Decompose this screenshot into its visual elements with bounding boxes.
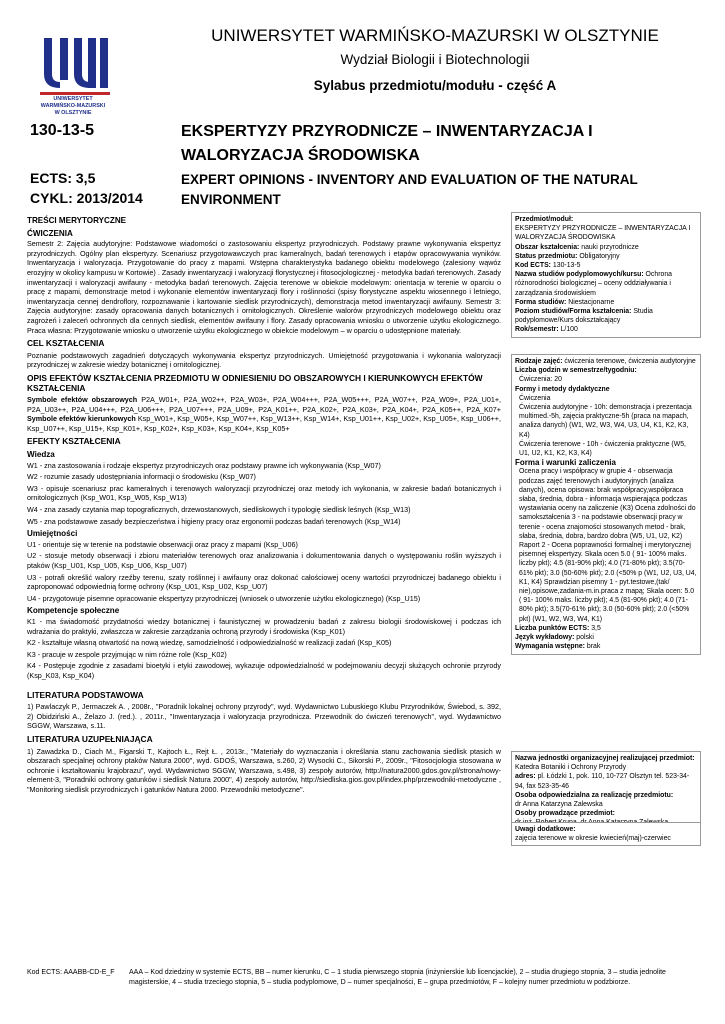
cwiczenia-heading: ĆWICZENIA [27,228,73,238]
wiedza-item: W3 - opisuje scenariusz prac kameralnych i terenowych waloryzacji przyrodniczej oraz metody ich wykonania, w zakresie badań botanicznych i ornitologicznych (Ksp_W01, Ksp_W05, Ksp_W13) [27,483,501,503]
liczba-value: Ćwiczenia: 20 [519,376,562,384]
wymagania-label: Wymagania wstępne: [515,643,585,651]
formy-item: Ćwiczenia terenowe - 10h - ćwiczenia praktyczne (W5, U1, U2, K1, K2, K3, K4) [519,440,686,458]
umiejetnosci-item: U4 - przygotowuje pisemne opracowanie ekspertyzy przyrodniczej (wniosek o utworzenie użytku ekologicznego) (Ksp_U15) [27,593,421,603]
wiedza-heading: Wiedza [27,450,55,460]
punktow-label: Liczba punktów ECTS: [515,624,590,632]
info-row: Forma studiów: Niestacjonarne [515,298,615,306]
opis-heading: OPIS EFEKTÓW KSZTAŁCENIA PRZEDMIOTU W ODNIESIENIU DO OBSZAROWYCH I KIERUNKOWYCH EFEKTÓW KSZTAŁCENIA [27,372,483,393]
jezyk-value: polski [574,634,594,642]
cel-text: Poznanie podstawowych zagadnień dotyczących wykonywania ekspertyz przyrodniczych. Umiejętność przygotowania i wykonania waloryzacji przyrodniczej w zakresie wiedzy botanicznej i ornitologicznej. [27,350,501,370]
nazwa-label: Nazwa jednostki organizacyjnej realizującej przedmiot: [515,755,695,762]
symbole-obszarowych [27,395,501,433]
uwagi-label: Uwagi dodatkowe: [515,826,576,833]
info-row: Status przedmiotu: Obligatoryjny [515,252,620,260]
tresci-heading: TREŚCI MERYTORYCZNE [27,216,127,225]
course-title-pl: EKSPERTYZY PRZYRODNICZE – INWENTARYZACJA I WALORYZACJA ŚRODOWISKA [181,123,593,164]
zaliczenia-label: Forma i warunki zaliczenia [515,458,616,468]
osoba-value: dr Anna Katarzyna Zalewska [515,801,603,809]
notes-box [511,822,701,846]
osoba-label: Osoba odpowiedzialna za realizację przedmiotu: [515,791,674,799]
adres-label: adres: [515,773,536,781]
lit-uzup-heading: LITERATURA UZUPEŁNIAJĄCA [27,733,153,744]
info-row: Kod ECTS: 130-13-5 [515,262,581,270]
efekty-heading: EFEKTY KSZTAŁCENIA [27,436,121,447]
umiejetnosci-item: U1 - orientuje się w terenie na podstawie obserwacji oraz pracy z mapami (Ksp_U06) [27,539,298,549]
rodzaje-label: Rodzaje zajęć: [515,358,563,365]
cwiczenia-text: Semestr 2: Zajęcia audytoryjne: Podstawowe wiadomości o zastosowaniu ekspertyz przyrodniczych. Podstawy prawne wykonywania ekspertyz przyrodniczych. Ogólny plan ekspertyzy. Scenariusz przygotowawczych prac kameralnych, badań terenowych i etapów opracowywania wyników. Inwentaryzacja i waloryzacja. Przygotowanie do pracy z mapami. Wstępna charakterystyka badanego obiektu modelowego (zalesiony wąwóz erozyjny w okolicy kampusu w Kortowie) . Zasady inwentaryzacji i waloryzacji florystycznej i fitosocjologicznej - metodyka badań terenowych. Zasady inwentaryzacji i waloryzacji awifauny - metodyka badań terenowych. Zajęcia terenowe w obiekcie modelowym: orientacja w terenie w oparciu o pracę z mapami, demonstracje metod i wykonanie elementów inwentaryzacji flory i roślinności (spisy florystyczne aspektu wiosennego i letniego, inwentaryzacja cennej dendroflory, rozpoznawanie i kartowanie siedlisk przyrodniczych), demonstracja metod inwentaryzacji awifauny. Semestr 3: Zajęcia audytoryjne: zasady opracowania danych botanicznych i ornitologicznych. Określenie walorów przyrodniczych modelowego obiektu oraz zagrożeń i zaleceń ochronnych dla cennych siedlisk, elementów awifauny i flory. Zasady opracowania wniosku o utworzenie użytku ekologicznego. Praca własna: Przygotowanie wniosku o utworzenie użytku ekologicznego w obiekcie modelowym – w oparciu o udostępnione materiały. [27,239,501,335]
classes-info-box [511,354,701,655]
formy-item: Ćwiczenia audytoryjne - 10h: demonstracja i prezentacja multimed.-5h, zajęcia praktyczne-5h (praca na mapach, analiza danych) (W1, W2, W3, W4, U3, U4, K1, K2, K3, K4) [519,404,692,439]
wiedza-item: W5 - zna podstawowe zasady bezpieczeństwa i higieny pracy oraz ergonomii podczas badań terenowych (Ksp_W14) [27,516,401,526]
course-title-en: EXPERT OPINIONS - INVENTORY AND EVALUATION OF THE NATURAL ENVIRONMENT [181,172,638,207]
kompetencje-item: K3 - pracuje w zespole przyjmując w nim różne role (Ksp_K02) [27,649,227,659]
formy-item: Ćwiczenia [519,394,551,402]
main-content [27,213,501,796]
umiejetnosci-item: U3 - potrafi określić walory rzeźby terenu, szaty roślinnej i awifauny oraz dokonać całościowej oceny wartości przyrodniczej badanego obiektu i zaproponować odpowiednią formę ochrony (Ksp_U01, Ksp_U02, Ksp_U07) [27,572,501,592]
kompetencje-item: K1 - ma świadomość przydatności wiedzy botanicznej i faunistycznej w prowadzeniu badań z zakresu biologii środowiskowej i podczas ich wdrażania do praktyki, zwłaszcza w zakresie zarządzania ochroną przyrody i środowiska (Ksp_K01) [27,616,501,636]
course-ects: ECTS: 3,5 [30,170,96,186]
footer-description: AAA – Kod dziedziny w systemie ECTS, BB – numer kierunku, C – 1 studia pierwszego stopnia (inżynierskie lub licencjackie), 2 – studia drugiego stopnia, 3 – studia jednolite magisterskie, 4 – studia trzeciego stopnia, 5 – studia podyplomowe, D – numer specjalności, E – grupa przedmiotów, F – kolejny numer przedmiotu w podzbiorze. [129,969,666,986]
formy-label: Formy i metody dydaktyczne [515,385,610,393]
wiedza-item: W4 - zna zasady czytania map topograficznych, drzewostanowych, siedliskowych i typologię siedlisk leśnych (Ksp_W13) [27,505,411,515]
lit-uzup-text: 1) Zawadzka D., Ciach M., Figarski T., Kajtoch Ł., Rejt Ł. , 2013r., "Materiały do wyznaczania i określania stanu zachowania siedlisk ptasich w obszarach specjalnej ochrony ptaków Natura 2000", wyd. GDOŚ, Warszawa, s.260, 2) Wysocki C., Sikorski P., 2009r., "Fitosocjologia stosowana w ochronie i kształtowaniu krajobrazu", wyd. Wydawnictwo SGGW, Warszawa, s.498, 3) zespoły autorów, http://natura2000.gdos.gov.pl/strona/nowy-element-3, "Poradniki ochrony gatunków i siedlisk Natura 2000", 4) zespoły autorów, http://siedliska.gios.gov.pl/index.php/przewodniki-metodyczne , "Monitoring siedlisk przyrodniczych i gatunków Natura 2000. Przewodniki metodyczne". [27,746,501,794]
info-row: Poziom studiów/Forma kształcenia: Studia podyplomowe/Kurs dokształcający [515,308,653,325]
umiejetnosci-item: U2 - stosuje metody obserwacji i zbioru materiałów terenowych oraz analizowania i dokumentowania danych o występowaniu roślin wyższych i ptaków (Ksp_U01, Ksp_U05, Ksp_U06, Ksp_U07) [27,551,501,570]
lit-podst-heading: LITERATURA PODSTAWOWA [27,689,144,700]
info-row: Obszar kształcenia: nauki przyrodnicze [515,243,639,251]
wiedza-item: W2 - rozumie zasady udostępniania informacji o środowisku (Ksp_W07) [27,472,256,482]
symbole-kierunkowych-text: Ksp_W01+, Ksp_W05+, Ksp_W07++, Ksp_W13++, Ksp_W14+, Ksp_U01++, Ksp_U02+, Ksp_U05+, Ksp_U06++, Ksp_U07++, Ksp_U15+, Ksp_K01+, Ksp_K02+, Ksp_K03+, Ksp_K04+, Ksp_K05+ [27,414,501,433]
logo-text-line-1: UNIWERSYTET [53,96,93,102]
unit-info-box [511,751,701,831]
rodzaje-value: ćwiczenia terenowe, ćwiczenia audytoryjne [562,358,696,365]
umiejetnosci-heading: Umiejętności [27,529,78,539]
faculty-name: Wydział Biologii i Biotechnologii [340,52,530,67]
logo-text-line-2: WARMIŃSKO-MAZURSKI [40,103,106,109]
uwagi-value: zajęcia terenowe w okresie kwiecień(maj)-czerwiec [515,835,671,843]
course-info-box [511,212,701,338]
course-cycle: CYKL: 2013/2014 [30,190,143,206]
university-name: UNIWERSYTET WARMIŃSKO-MAZURSKI W OLSZTYNIE [211,26,659,45]
info-row: EKSPERTYZY PRZYRODNICZE – INWENTARYZACJA I WALORYZACJA ŚRODOWISKA [515,225,691,242]
wymagania-value: brak [584,643,601,651]
info-row: Przedmiot/moduł: [515,216,574,223]
course-code: 130-13-5 [30,122,95,139]
kompetencje-item: K2 - kształtuje własną otwartość na nową wiedzę, samodzielność i odpowiedzialność w realizacji zadań (Ksp_K05) [27,638,392,648]
symbole-obszarowych-text: P2A_W01+, P2A_W02++, P2A_W03+, P2A_W04+++, P2A_W05+++, P2A_W07++, P2A_W09+, P2A_U01+, P2A_U03++, P2A_U04+++, P2A_U06+++, P2A_U07+++, P2A_U09+, P2A_K01++, P2A_K02+, P2A_K03+, P2A_K04+, P2A_K05++, P2A_K07+ [27,395,502,414]
nazwa-value: Katedra Botaniki i Ochrony Przyrody [515,764,627,772]
info-row: Nazwa studiów podyplomowych/kursu: Ochrona różnorodności biologicznej – oceny oddziaływania i zarządzania środowiskiem [515,271,672,297]
punktow-value: 3,5 [589,624,601,632]
zaliczenia-text: Ocena pracy i współpracy w grupie 4 - obserwacja podczas zajęć terenowych i audytoryjnych (analiza danych), ocena opisowa: brak współpracy,współpraca słaba, średnia, dobra - informacja wspierająca podczas wystawiania oceny na zaliczenie (K3) Ocena zdolności do samokształcenia 3 - na podstawie obserwacji pracy w terenie - ocena znajomości stosowanych metod - brak, słaba, średnia, dobra, bardzo dobra (W5, U1, U2, K2) Raport 2 - Ocena poprawności formalnej i merytorycznej pisemnej ekspertyzy. Skala ocen 5.0 ( 91- 100% maks. liczby pkt); 4.5 (81-90% pkt); 4.0 (71-80% pkt); 3.5(70-61% pkt); 3.0 (50-60% pkt); 2.0 (<50% p (W1, U2, U3, U4, K1, K4) Sprawdzian pisemny 1 - pyt.testowe,(tak/ nie),opisowe,zadania-m.in.praca z mapą; Skala ocen: 5.0 ( 91- 100% maks. liczby pkt); 4.5 (81-90% pkt); 4.0 (71-80% pkt); 3.5(70-61% pkt); 3.0 (50-60% pkt); 2.0 (<50% pkt) (W1, W2, W3, W4, K1) [519,468,697,623]
prowadzace-label: Osoby prowadzące przedmiot: [515,810,615,818]
adres-value: pl. Łódzki 1, pok. 110, 10-727 Olsztyn tel. 523-34-94, fax 523-35-46 [515,773,690,790]
kompetencje-item: K4 - Postępuje zgodnie z zasadami bioetyki i etyki zawodowej, wykazuje odpowiedzialność w podejmowaniu decyzji służących ochronie przyrody (Ksp_K03, Ksp_K04) [27,661,501,680]
liczba-label: Liczba godzin w semestrze/tygodniu: [515,367,637,375]
footer-code: Kod ECTS: AAABB-CD-E_F [27,969,115,976]
logo-text-line-3: W OLSZTYNIE [54,110,92,116]
symbole-kierunkowych-label: Symbole efektów kierunkowych [27,414,136,424]
cel-heading: CEL KSZTAŁCENIA [27,338,105,349]
wiedza-item: W1 - zna zastosowania i rodzaje ekspertyz przyrodniczych oraz podstawy prawne ich wykonywania (Ksp_W07) [27,460,381,470]
lit-podst-text: 1) Pawlaczyk P., Jermaczek A. , 2008r., "Poradnik lokalnej ochrony przyrody", wyd. Wydawnictwo Lubuskiego Klubu Przyrodników, Świebod, s. 392, 2) Obidziński A., Żelazo J. (red.). , 2011r., "Inwentaryzacja i waloryzacja przyrodnicza. Przewodnik do ćwiczeń terenowych", wyd. Wydawnictwo SGGW, Warszawa, s.11. [27,702,501,731]
syllabus-title: Sylabus przedmiotu/modułu - część A [313,78,557,93]
info-row: Rok/semestr: L/100 [515,326,578,334]
symbole-obszarowych-label: Symbole efektów obszarowych [27,395,138,405]
jezyk-label: Język wykładowy: [515,634,575,642]
kompetencje-heading: Kompetencje społeczne [27,606,120,616]
